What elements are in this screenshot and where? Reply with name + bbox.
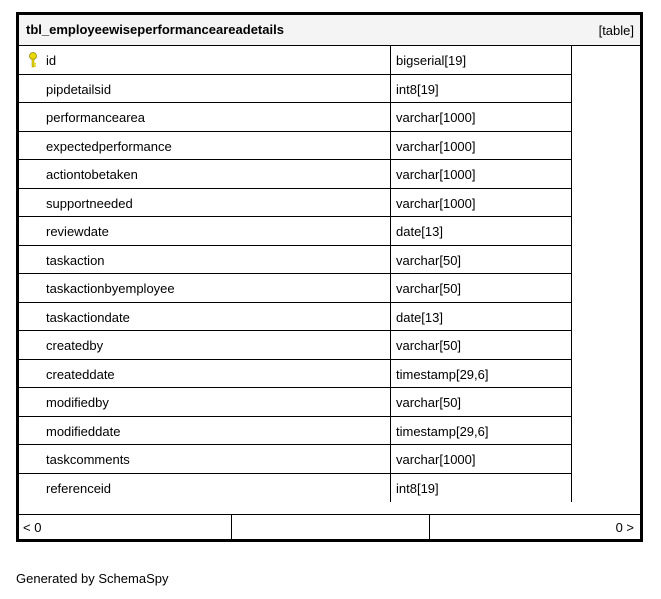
column-name: actiontobetaken bbox=[46, 167, 138, 182]
column-type: timestamp[29,6] bbox=[390, 417, 565, 445]
column-name: taskactionbyemployee bbox=[46, 281, 175, 296]
column-name: createdby bbox=[46, 338, 104, 353]
footer-middle-cell bbox=[232, 515, 430, 539]
column-row[interactable] bbox=[19, 274, 571, 303]
column-row[interactable] bbox=[19, 132, 571, 161]
column-name: supportneeded bbox=[46, 195, 133, 211]
children-count-cell bbox=[430, 515, 640, 539]
generated-by-text: Generated by SchemaSpy bbox=[16, 571, 169, 586]
column-type: varchar[50] bbox=[390, 388, 565, 416]
table-header bbox=[19, 15, 640, 46]
column-type: varchar[50] bbox=[390, 274, 565, 302]
column-type: varchar[50] bbox=[390, 331, 565, 359]
column-type: varchar[1000] bbox=[390, 132, 565, 160]
column-type: timestamp[29,6] bbox=[390, 360, 565, 388]
primary-key-icon bbox=[28, 52, 38, 68]
column-type: int8[19] bbox=[390, 474, 565, 503]
column-name: performancearea bbox=[46, 110, 145, 125]
column-row[interactable] bbox=[19, 246, 571, 275]
column-row[interactable] bbox=[19, 160, 571, 189]
parents-count-cell bbox=[19, 515, 232, 539]
column-row[interactable] bbox=[19, 360, 571, 389]
column-row[interactable] bbox=[19, 331, 571, 360]
column-row[interactable] bbox=[19, 417, 571, 446]
children-count: 0 > bbox=[615, 520, 634, 535]
column-name: modifieddate bbox=[46, 423, 121, 439]
column-name: pipdetailsid bbox=[46, 81, 112, 97]
column-name: createddate bbox=[46, 366, 115, 382]
column-name: taskcomments bbox=[46, 452, 130, 467]
column-row[interactable] bbox=[19, 103, 571, 132]
column-type: date[13] bbox=[390, 303, 565, 331]
column-name: taskaction bbox=[46, 252, 105, 268]
column-row[interactable] bbox=[19, 474, 571, 503]
table-entity bbox=[16, 12, 643, 542]
table-footer bbox=[19, 514, 640, 539]
column-type: varchar[1000] bbox=[390, 103, 565, 131]
column-row[interactable] bbox=[19, 217, 571, 246]
column-row[interactable] bbox=[19, 445, 571, 474]
table-name[interactable]: tbl_employeewiseperformanceareadetails bbox=[26, 22, 284, 37]
column-type: date[13] bbox=[390, 217, 565, 245]
column-row[interactable] bbox=[19, 388, 571, 417]
column-row[interactable] bbox=[19, 46, 571, 75]
column-row[interactable] bbox=[19, 189, 571, 218]
column-name: referenceid bbox=[46, 480, 112, 496]
column-name: id bbox=[46, 53, 57, 68]
column-name: expectedperformance bbox=[46, 138, 172, 154]
column-type: varchar[1000] bbox=[390, 445, 565, 473]
column-type: varchar[50] bbox=[390, 246, 565, 274]
table-type-label: [table] bbox=[598, 23, 634, 38]
column-type: varchar[1000] bbox=[390, 160, 565, 188]
column-list bbox=[19, 46, 572, 502]
column-type: int8[19] bbox=[390, 75, 565, 103]
column-name: reviewdate bbox=[46, 224, 109, 239]
column-type: bigserial[19] bbox=[390, 46, 565, 74]
column-type: varchar[1000] bbox=[390, 189, 565, 217]
parents-count: < 0 bbox=[23, 520, 42, 535]
column-name: taskactiondate bbox=[46, 309, 130, 325]
column-row[interactable] bbox=[19, 303, 571, 332]
column-name: modifiedby bbox=[46, 395, 109, 410]
column-row[interactable] bbox=[19, 75, 571, 104]
